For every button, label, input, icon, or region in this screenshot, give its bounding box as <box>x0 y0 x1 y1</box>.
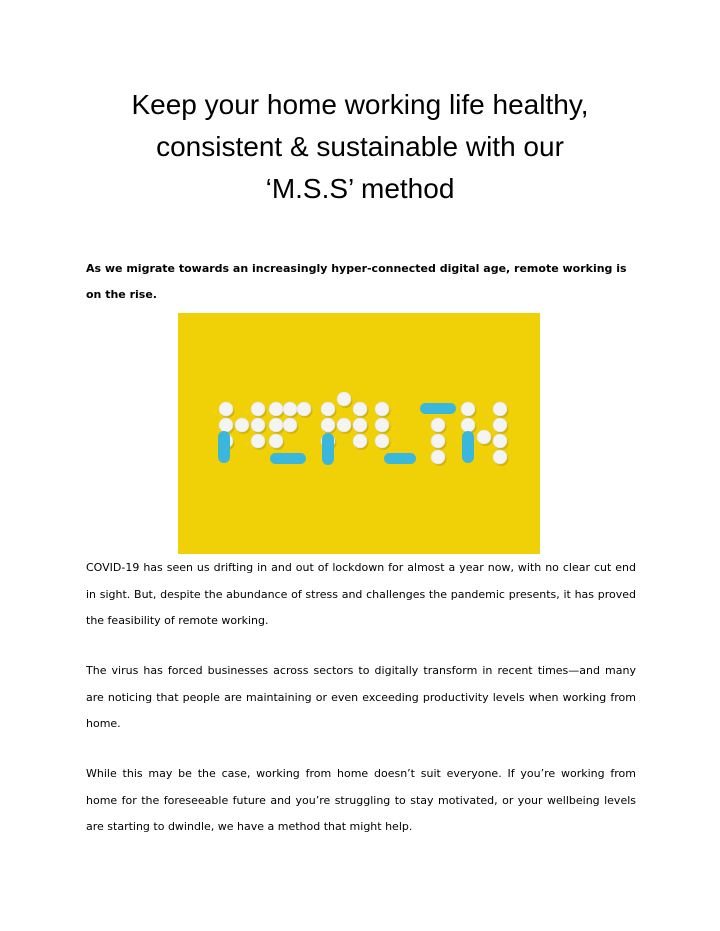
tablet-pill <box>251 402 265 416</box>
tablet-pill <box>431 450 445 464</box>
tablet-pill <box>283 402 297 416</box>
tablet-pill <box>235 418 249 432</box>
title-line: ‘M.S.S’ method <box>265 173 455 204</box>
body-paragraph: COVID-19 has seen us drifting in and out of lockdown for almost a year now, with no clear cut end in sight. But, despite the abundance of stress and challenges the pandemic presents, it has proved the feasibility of remote working. <box>86 561 636 627</box>
tablet-pill <box>375 434 389 448</box>
tablet-pill <box>353 402 367 416</box>
tablet-pill <box>297 402 311 416</box>
tablet-pill <box>321 418 335 432</box>
capsule-pill <box>322 433 334 465</box>
tablet-pill <box>493 418 507 432</box>
tablet-pill <box>251 418 265 432</box>
tablet-pill <box>431 418 445 432</box>
tablet-pill <box>375 418 389 432</box>
capsule-pill <box>218 431 230 463</box>
tablet-pill <box>321 402 335 416</box>
tablet-pill <box>269 402 283 416</box>
capsule-pill <box>420 403 456 414</box>
tablet-pill <box>353 434 367 448</box>
tablet-pill <box>353 418 367 432</box>
health-pills-image <box>178 313 540 554</box>
title-line: Keep your home working life healthy, <box>131 89 589 120</box>
capsule-pill <box>384 453 416 464</box>
title-line: consistent & sustainable with our <box>156 131 564 162</box>
tablet-pill <box>219 402 233 416</box>
tablet-pill <box>493 434 507 448</box>
tablet-pill <box>219 418 233 432</box>
body-paragraph: While this may be the case, working from home doesn’t suit everyone. If you’re working from home for the foreseeable future and you’re struggling to stay motivated, or your wellbeing levels are starting to dwindle, we have a method that might help. <box>86 767 636 833</box>
tablet-pill <box>461 402 475 416</box>
page-title <box>60 84 660 210</box>
tablet-pill <box>431 434 445 448</box>
tablet-pill <box>493 450 507 464</box>
tablet-pill <box>337 392 351 406</box>
pills-illustration <box>178 313 540 554</box>
tablet-pill <box>337 418 351 432</box>
tablet-pill <box>251 434 265 448</box>
tablet-pill <box>375 402 389 416</box>
capsule-pill <box>270 453 306 464</box>
body-paragraph: The virus has forced businesses across sectors to digitally transform in recent times—and many are noticing that people are maintaining or even exceeding productivity levels when working from home. <box>86 664 636 730</box>
tablet-pill <box>493 402 507 416</box>
tablet-pill <box>269 434 283 448</box>
intro-paragraph: As we migrate towards an increasingly hyper-connected digital age, remote working is on the rise. <box>86 262 627 301</box>
tablet-pill <box>283 418 297 432</box>
tablet-pill <box>477 430 491 444</box>
tablet-pill <box>461 418 475 432</box>
tablet-pill <box>269 418 283 432</box>
capsule-pill <box>462 431 474 463</box>
